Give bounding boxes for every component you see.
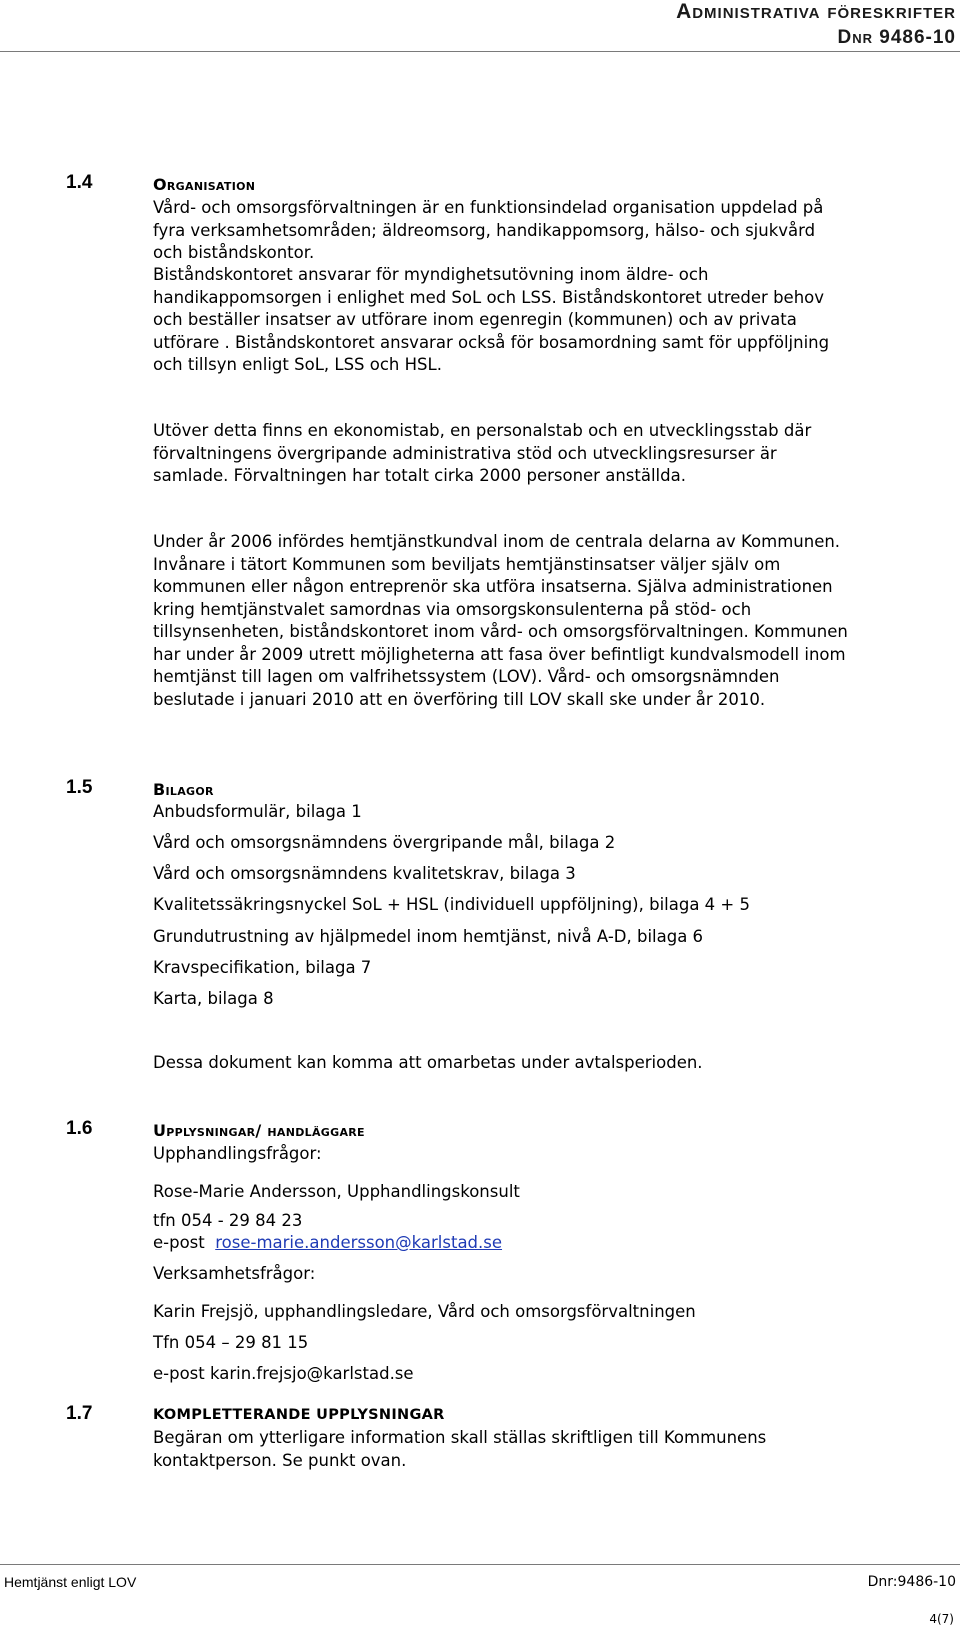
attachment-item: Anbudsformulär, bilaga 1 [153,802,362,821]
paragraph-organisation-1: Vård- och omsorgsförvaltningen är en funktionsindelad organisation uppdelad på fyra verksamhetsområden; äldreomsorg, handikappomsorg, hälso- och sjukvård och biståndskontor. [153,198,824,262]
paragraph-organisation-3: Utöver detta finns en ekonomistab, en personalstab och en utvecklingsstab där förvaltningens övergripande administrativa stöd och utvecklingsresurser är samlade. Förvaltningen har totalt cirka 2000 personer anställda. [153,421,812,485]
operations-contact-phone: Tfn 054 – 29 81 15 [153,1333,309,1352]
procurement-email-link[interactable]: rose-marie.andersson@karlstad.se [215,1233,503,1252]
section-heading-kompletterande: KOMPLETTERANDE UPPLYSNINGAR [153,1407,445,1423]
document-title: Administrativa föreskrifter [676,0,956,23]
header-dnr: Dnr 9486-10 [837,27,956,48]
procurement-contact-phone: tfn 054 - 29 84 23 [153,1211,303,1230]
section-heading-bilagor: Bilagor [153,780,214,799]
procurement-contact-email-row [153,1232,502,1254]
footer-dnr: Dnr:9486-10 [867,1574,956,1590]
attachments-note: Dessa dokument kan komma att omarbetas under avtalsperioden. [153,1053,703,1072]
email-label: e-post [153,1233,205,1252]
section-number-1-6: 1.6 [66,1118,93,1139]
paragraph-kompletterande: Begäran om ytterligare information skall ställas skriftligen till Kommunens kontaktperson. Se punkt ovan. [153,1428,767,1470]
section-heading-upplysningar: Upplysningar/ handläggare [153,1121,365,1140]
operations-questions-label: Verksamhetsfrågor: [153,1264,316,1283]
attachment-item: Kvalitetssäkringsnyckel SoL + HSL (individuell uppföljning), bilaga 4 + 5 [153,895,750,914]
paragraph-organisation-2: Biståndskontoret ansvarar för myndighetsutövning inom äldre- och handikappomsorgen i enlighet med SoL och LSS. Biståndskontoret utreder behov och beställer insatser av utförare inom egenregin (kommunen) och av privata utförare . Biståndskontoret ansvarar också för bosamordning samt för uppföljning och tillsyn enligt SoL, LSS och HSL. [153,265,830,374]
attachment-item: Karta, bilaga 8 [153,989,274,1008]
header-divider [0,51,960,52]
page-number: 4(7) [929,1612,954,1626]
section-number-1-5: 1.5 [66,777,93,798]
paragraph-organisation-4: Under år 2006 infördes hemtjänstkundval inom de centrala delarna av Kommunen. Invånare i tätort Kommunen som beviljats hemtjänstinsatser väljer själv om kommunen eller någon entreprenör ska utföra insatserna. Själva administrationen kring hemtjänstvalet samordnas via omsorgskonsulenterna på stöd- och tillsynsenheten, biståndskontoret inom vård- och omsorgsförvaltningen. Kommunen har under år 2009 utrett möjligheterna att fasa över befintligt kundvalsmodell inom hemtjänst till lagen om valfrihetssystem (LOV). Vård- och omsorgsnämnden beslutade i januari 2010 att en överföring till LOV skall ske under år 2010. [153,532,848,709]
section-heading-organisation: Organisation [153,175,256,194]
procurement-contact-name: Rose-Marie Andersson, Upphandlingskonsult [153,1182,520,1201]
attachment-item: Grundutrustning av hjälpmedel inom hemtjänst, nivå A-D, bilaga 6 [153,927,704,946]
operations-contact-email: e-post karin.frejsjo@karlstad.se [153,1364,414,1383]
footer-document-name: Hemtjänst enligt LOV [4,1574,137,1590]
operations-contact-name: Karin Frejsjö, upphandlingsledare, Vård och omsorgsförvaltningen [153,1302,696,1321]
footer-divider [0,1564,960,1565]
section-number-1-4: 1.4 [66,172,93,193]
attachment-item: Kravspecifikation, bilaga 7 [153,958,372,977]
attachment-item: Vård och omsorgsnämndens övergripande mål, bilaga 2 [153,833,616,852]
section-number-1-7: 1.7 [66,1403,93,1424]
attachment-item: Vård och omsorgsnämndens kvalitetskrav, bilaga 3 [153,864,576,883]
procurement-questions-label: Upphandlingsfrågor: [153,1144,322,1163]
